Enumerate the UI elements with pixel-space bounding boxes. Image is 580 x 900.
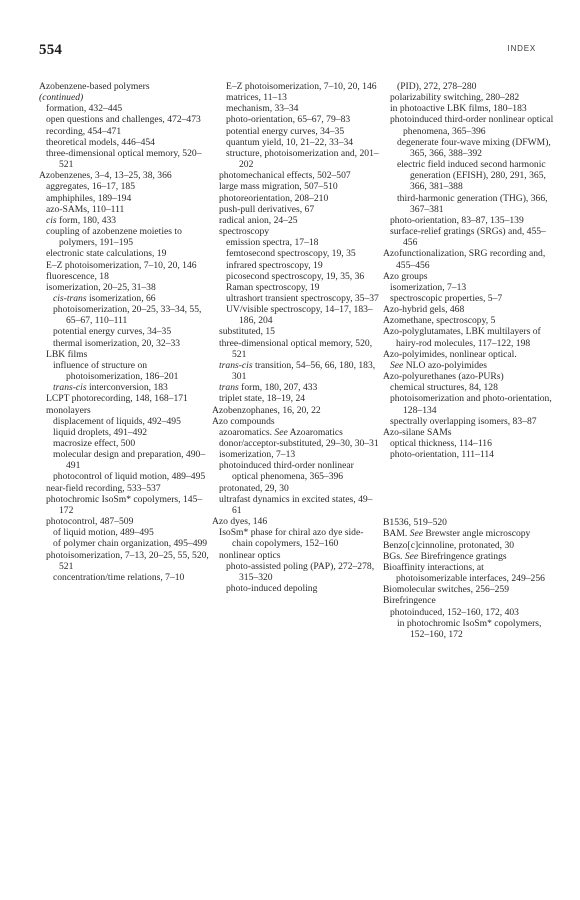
entry-text: Azo-silane SAMs — [383, 426, 452, 438]
index-entry — [39, 137, 209, 148]
entry-text: push-pull derivatives, 67 — [219, 203, 315, 215]
index-entry — [39, 516, 209, 527]
index-entry — [383, 137, 555, 159]
index-entry — [39, 114, 209, 125]
index-entry — [383, 114, 555, 136]
entry-italic-term: See — [274, 426, 288, 438]
entry-text: potential energy curves, 34–35 — [226, 125, 345, 137]
entry-text: electric field induced second harmonic generation (EFISH), 280, 291, 365, 366, 381–388 — [397, 159, 546, 193]
index-entry — [39, 494, 209, 516]
index-entry — [383, 618, 555, 640]
entry-text: Benzo[c]cinnoline, protonated, 30 — [383, 539, 515, 551]
index-entry — [212, 126, 382, 137]
entry-text: LCPT photorecording, 148, 168–171 — [46, 393, 188, 405]
entry-text: quantum yield, 10, 21–22, 33–34 — [226, 136, 354, 148]
entry-text: Birefringence — [383, 595, 436, 607]
index-entry — [383, 416, 555, 427]
entry-text: ultrafast dynamics in excited states, 49–61 — [219, 493, 373, 516]
index-column-3 — [383, 81, 555, 640]
index-entry — [39, 326, 209, 337]
index-entry — [383, 315, 555, 326]
entry-text: IsoSm* phase for chiral azo dye side-chain copolymers, 152–160 — [219, 527, 364, 550]
index-entry — [39, 483, 209, 494]
index-entry — [212, 382, 382, 393]
entry-text: (continued) — [39, 92, 84, 104]
entry-text: potential energy curves, 34–35 — [53, 326, 172, 338]
index-entry — [212, 81, 382, 92]
entry-text: photoisomerization and photo-orientation, 128–134 — [390, 393, 552, 416]
entry-text: three-dimensional optical memory, 520, 521 — [219, 337, 373, 360]
entry-text: Azo-polyimides, nonlinear optical. — [383, 348, 517, 360]
index-entry — [383, 528, 555, 539]
entry-text: three-dimensional optical memory, 520–521 — [46, 147, 202, 171]
entry-prefix: azoaromatics. — [219, 426, 275, 438]
index-entry — [383, 449, 555, 460]
index-entry — [383, 293, 555, 304]
index-entry — [212, 237, 382, 248]
entry-italic-term: See — [409, 528, 423, 540]
index-entry — [212, 416, 382, 427]
entry-text: surface-relief gratings (SRGs) and, 455–456 — [390, 226, 546, 249]
index-entry — [212, 550, 382, 561]
entry-text: substituted, 15 — [219, 326, 275, 338]
page-number: 554 — [39, 42, 63, 58]
index-entry — [39, 193, 209, 204]
index-entry — [212, 561, 382, 583]
entry-text: Biomolecular switches, 256–259 — [383, 584, 510, 596]
index-entry — [383, 438, 555, 449]
index-entry — [39, 360, 209, 382]
index-entry — [383, 103, 555, 114]
entry-text: of liquid motion, 489–495 — [53, 527, 154, 539]
running-head: INDEX — [507, 44, 536, 53]
index-entry — [39, 126, 209, 137]
index-entry — [39, 170, 209, 181]
entry-italic-term: trans — [219, 382, 239, 394]
index-entry — [212, 427, 382, 438]
index-entry — [39, 181, 209, 192]
index-entry — [212, 271, 382, 282]
index-entry — [212, 326, 382, 337]
entry-text: photoinduced, 152–160, 172, 403 — [390, 606, 519, 618]
index-entry — [39, 204, 209, 215]
entry-text: photo-orientation, 111–114 — [390, 449, 494, 461]
entry-text: photo-assisted poling (PAP), 272–278, 315–320 — [226, 560, 375, 583]
index-entry — [212, 103, 382, 114]
index-entry — [212, 226, 382, 237]
entry-text: Azobenzophanes, 16, 20, 22 — [212, 404, 321, 416]
entry-text: displacement of liquids, 492–495 — [53, 415, 181, 427]
entry-text: aggregates, 16–17, 185 — [46, 181, 135, 193]
entry-text: Azo compounds — [212, 415, 275, 427]
index-entry — [212, 181, 382, 192]
entry-text: donor/acceptor-substituted, 29–30, 30–31 — [219, 438, 379, 449]
entry-text: fluorescence, 18 — [46, 270, 109, 282]
entry-text: concentration/time relations, 7–10 — [53, 571, 185, 583]
index-entry — [212, 516, 382, 527]
index-entry — [383, 349, 555, 360]
entry-text: photocontrol of liquid motion, 489–495 — [53, 471, 206, 483]
entry-text: Azo groups — [383, 270, 428, 282]
entry-italic-term: cis — [46, 214, 57, 226]
index-entry — [39, 92, 209, 103]
index-entry — [212, 304, 382, 326]
entry-text: isomerization, 66 — [86, 292, 156, 304]
entry-text: in photoactive LBK films, 180–183 — [390, 103, 527, 115]
index-entry — [39, 382, 209, 393]
entry-text: Bioaffinity interactions, at photoisomerizable interfaces, 249–256 — [383, 561, 545, 585]
entry-italic-term: See — [390, 359, 404, 371]
entry-text: femtosecond spectroscopy, 19, 35 — [226, 248, 356, 260]
index-entry — [39, 527, 209, 538]
entry-text: UV/visible spectroscopy, 14–17, 183–186, 204 — [226, 304, 373, 327]
index-entry — [212, 137, 382, 148]
entry-text: Azo dyes, 146 — [212, 516, 268, 528]
entry-text: Birefringence gratings — [418, 550, 507, 562]
index-entry — [212, 583, 382, 594]
index-entry — [383, 282, 555, 293]
entry-italic-term: cis-trans — [53, 292, 87, 304]
index-entry — [383, 248, 555, 270]
entry-text: molecular design and preparation, 490–491 — [53, 449, 206, 472]
entry-text: large mass migration, 507–510 — [219, 181, 338, 193]
entry-text: LBK films — [46, 348, 88, 360]
index-entry — [212, 204, 382, 215]
entry-text: (PID), 272, 278–280 — [397, 81, 477, 92]
entry-text: photo-orientation, 83–87, 135–139 — [390, 214, 524, 226]
entry-text: electronic state calculations, 19 — [46, 248, 167, 260]
index-entry — [383, 215, 555, 226]
entry-text: Azobenzene-based polymers — [39, 81, 150, 92]
entry-text: thermal isomerization, 20, 32–33 — [53, 337, 181, 349]
entry-italic-term: See — [404, 550, 419, 562]
entry-text: Raman spectroscopy, 19 — [226, 281, 320, 293]
index-entry — [212, 449, 382, 460]
index-entry — [39, 260, 209, 271]
entry-text: Azo-polyglutamates, LBK multilayers of hairy-rod molecules, 117–122, 198 — [383, 326, 541, 349]
index-entry — [383, 81, 555, 92]
index-entry — [39, 248, 209, 259]
index-entry — [212, 438, 382, 449]
index-entry — [383, 540, 555, 551]
index-entry — [212, 460, 382, 482]
index-entry — [212, 248, 382, 259]
index-entry — [383, 193, 555, 215]
entry-text: photoisomerization, 7–13, 20–25, 55, 520, 521 — [46, 549, 209, 572]
index-entry — [383, 271, 555, 282]
entry-text: third-harmonic generation (THG), 366, 367–381 — [397, 192, 548, 215]
entry-text: triplet state, 18–19, 24 — [219, 393, 306, 405]
index-entry — [39, 215, 209, 226]
entry-text: spectrally overlapping isomers, 83–87 — [390, 415, 537, 427]
index-entry — [212, 494, 382, 516]
index-entry — [383, 607, 555, 618]
index-entry — [39, 449, 209, 471]
entry-text: theoretical models, 446–454 — [46, 136, 155, 148]
entry-text: NLO azo-polyimides — [403, 359, 487, 371]
entry-text: isomerization, 7–13 — [219, 449, 296, 461]
index-entry — [212, 338, 382, 360]
entry-text: Azoaromatics — [287, 426, 343, 438]
entry-text: form, 180, 207, 433 — [238, 382, 318, 394]
entry-text: Azofunctionalization, SRG recording and, 455–456 — [383, 248, 546, 271]
entry-text: mechanism, 33–34 — [226, 103, 299, 115]
entry-text: infrared spectroscopy, 19 — [226, 259, 323, 271]
entry-prefix: BAM. — [383, 528, 410, 540]
entry-text: polarizability switching, 280–282 — [390, 92, 520, 104]
index-entry — [212, 527, 382, 549]
index-entry — [383, 427, 555, 438]
index-entry — [212, 360, 382, 382]
entry-text: matrices, 11–13 — [226, 92, 287, 104]
index-entry — [39, 226, 209, 248]
entry-text: isomerization, 20–25, 31–38 — [46, 281, 156, 293]
index-entry — [212, 293, 382, 304]
index-entry — [383, 92, 555, 103]
entry-text: near-field recording, 533–537 — [46, 482, 161, 494]
entry-text: azo-SAMs, 110–111 — [46, 203, 125, 215]
entry-text: liquid droplets, 491–492 — [53, 426, 148, 438]
index-entry — [212, 92, 382, 103]
entry-text: photoreorientation, 208–210 — [219, 192, 329, 204]
index-entry — [383, 360, 555, 371]
entry-text: photo-orientation, 65–67, 79–83 — [226, 114, 351, 126]
index-entry — [39, 304, 209, 326]
entry-text: photochromic IsoSm* copolymers, 145–172 — [46, 493, 203, 516]
entry-text: Azomethane, spectroscopy, 5 — [383, 315, 496, 327]
index-entry — [383, 595, 555, 606]
index-entry — [39, 271, 209, 282]
index-entry — [39, 550, 209, 572]
entry-text: photomechanical effects, 502–507 — [219, 170, 351, 182]
entry-text: of polymer chain organization, 495–499 — [53, 538, 208, 550]
index-entry — [383, 382, 555, 393]
index-entry — [212, 215, 382, 226]
index-entry — [39, 103, 209, 114]
index-column-2 — [212, 81, 382, 594]
entry-text: degenerate four-wave mixing (DFWM), 365, 366, 388–392 — [397, 136, 551, 159]
entry-text: emission spectra, 17–18 — [226, 237, 319, 249]
index-column-1 — [39, 81, 209, 583]
index-entry — [212, 393, 382, 404]
entry-text: form, 180, 433 — [56, 214, 117, 226]
entry-text: nonlinear optics — [219, 549, 281, 561]
entry-text: Brewster angle microscopy — [422, 528, 531, 540]
index-entry — [39, 293, 209, 304]
entry-text: photo-induced depoling — [226, 583, 318, 595]
index-entry — [212, 483, 382, 494]
entry-text: transition, 54–56, 66, 180, 183, 301 — [232, 359, 376, 383]
entry-text: amphiphiles, 189–194 — [46, 192, 132, 204]
index-entry — [383, 159, 555, 192]
entry-text: spectroscopic properties, 5–7 — [390, 292, 503, 304]
section-gap — [383, 460, 555, 517]
index-entry — [383, 393, 555, 415]
index-entry — [212, 114, 382, 125]
entry-text: E–Z photoisomerization, 7–10, 20, 146 — [46, 259, 197, 271]
index-entry — [383, 226, 555, 248]
entry-text: formation, 432–445 — [46, 103, 123, 115]
entry-text: E–Z photoisomerization, 7–10, 20, 146 — [226, 81, 377, 92]
index-entry — [383, 562, 555, 584]
index-entry — [39, 349, 209, 360]
entry-text: spectroscopy — [219, 226, 270, 238]
entry-text: picosecond spectroscopy, 19, 35, 36 — [226, 270, 365, 282]
entry-text: protonated, 29, 30 — [219, 482, 289, 494]
entry-text: isomerization, 7–13 — [390, 281, 467, 293]
index-entry — [383, 551, 555, 562]
entry-text: Azobenzenes, 3–4, 13–25, 38, 366 — [39, 170, 172, 182]
index-entry — [212, 170, 382, 181]
entry-text: optical thickness, 114–116 — [390, 438, 492, 449]
index-entry — [39, 471, 209, 482]
index-entry — [39, 416, 209, 427]
entry-text: B1536, 519–520 — [383, 517, 447, 529]
index-entry — [383, 326, 555, 348]
entry-text: in photochromic IsoSm* copolymers, 152–160, 172 — [397, 617, 542, 640]
index-entry — [383, 371, 555, 382]
index-entry — [39, 405, 209, 416]
entry-text: chemical structures, 84, 128 — [390, 382, 498, 394]
index-entry — [383, 584, 555, 595]
entry-text: structure, photoisomerization and, 201–202 — [226, 147, 379, 171]
entry-text: Azo-polyurethanes (azo-PURs) — [383, 371, 504, 383]
entry-text: photocontrol, 487–509 — [46, 516, 134, 528]
index-entry — [39, 393, 209, 404]
entry-text: recording, 454–471 — [46, 125, 122, 137]
index-entry — [212, 193, 382, 204]
entry-italic-term: trans-cis — [219, 359, 253, 371]
index-entry — [39, 572, 209, 583]
entry-text: Azo-hybrid gels, 468 — [383, 304, 465, 316]
index-entry — [212, 148, 382, 170]
entry-text: influence of structure on photoisomerization, 186–201 — [53, 359, 179, 383]
entry-text: photoinduced third-order nonlinear optical phenomena, 365–396 — [390, 114, 554, 137]
index-entry — [212, 282, 382, 293]
entry-text: photoisomerization, 20–25, 33–34, 55, 65–67, 110–111 — [53, 304, 202, 327]
entry-text: coupling of azobenzene moieties to polymers, 191–195 — [46, 226, 182, 249]
index-entry — [39, 148, 209, 170]
index-entry — [39, 538, 209, 549]
entry-prefix: BGs. — [383, 550, 405, 562]
index-entry — [212, 260, 382, 271]
index-entry — [39, 338, 209, 349]
index-entry — [39, 81, 209, 92]
entry-text: photoinduced third-order nonlinear optical phenomena, 365–396 — [219, 460, 354, 483]
entry-italic-term: trans-cis — [53, 382, 87, 394]
entry-text: macrosize effect, 500 — [53, 438, 136, 449]
entry-text: ultrashort transient spectroscopy, 35–37 — [226, 292, 379, 304]
index-entry — [212, 405, 382, 416]
entry-text: open questions and challenges, 472–473 — [46, 114, 201, 126]
index-entry — [383, 517, 555, 528]
index-entry — [39, 427, 209, 438]
entry-text: interconversion, 183 — [86, 382, 168, 394]
index-entry — [39, 438, 209, 449]
index-entry — [383, 304, 555, 315]
entry-text: radical anion, 24–25 — [219, 214, 298, 226]
entry-text: monolayers — [46, 404, 91, 416]
index-entry — [39, 282, 209, 293]
